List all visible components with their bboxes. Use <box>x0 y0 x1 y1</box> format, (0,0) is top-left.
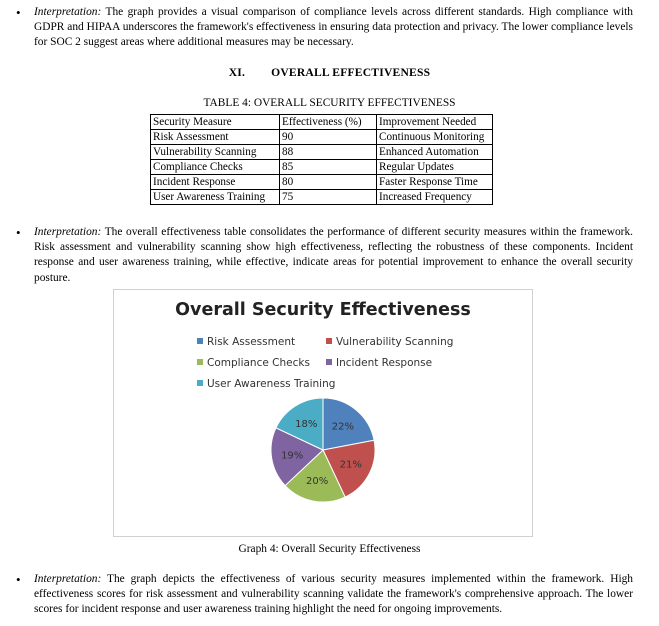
table-cell: Enhanced Automation <box>377 145 493 160</box>
table-cell: Risk Assessment <box>151 130 280 145</box>
interpretation-label: Interpretation: <box>34 6 102 18</box>
legend-label: Compliance Checks <box>207 357 310 369</box>
paragraph-text: The graph provides a visual comparison of compliance levels across different standards. High compliance with GDPR and HIPAA underscores the framework's effectiveness in ensuring data protection and privacy. The lower compliance levels for SOC 2 suggest areas where additional measures may be necessary. <box>34 6 633 49</box>
table-row <box>151 190 493 205</box>
table-row <box>151 160 493 175</box>
pie-data-label: 19% <box>281 450 304 462</box>
legend-label: Vulnerability Scanning <box>336 336 454 348</box>
table-caption: TABLE 4: OVERALL SECURITY EFFECTIVENESS <box>203 97 456 109</box>
section-title: OVERALL EFFECTIVENESS <box>271 66 431 79</box>
table-cell: 90 <box>280 130 377 145</box>
pie-data-label: 22% <box>331 421 355 433</box>
table-cell: 85 <box>280 160 377 175</box>
section-number: XI. <box>228 66 246 79</box>
graph-caption: Graph 4: Overall Security Effectiveness <box>238 543 421 555</box>
paragraph-text: The overall effectiveness table consolidates the performance of different security measures within the framework. Risk assessment and vulnerability scanning show high effectiveness, reflecting the robustness of these components. Incident response and user awareness training, while effective, indicate areas for potential improvement to enhance the overall security posture. <box>34 226 633 284</box>
table-header-cell: Effectiveness (%) <box>280 115 377 130</box>
interpretation-label: Interpretation: <box>34 226 102 238</box>
section-heading <box>0 66 659 79</box>
table-header-cell: Security Measure <box>151 115 280 130</box>
legend-label: Incident Response <box>336 357 433 369</box>
table-cell: 88 <box>280 145 377 160</box>
effectiveness-table <box>150 114 493 205</box>
interpretation-label: Interpretation: <box>34 573 102 585</box>
table-cell: Regular Updates <box>377 160 493 175</box>
legend-label: User Awareness Training <box>207 378 336 390</box>
table-cell: Increased Frequency <box>377 190 493 205</box>
bullet-icon: • <box>16 572 21 587</box>
table-row <box>151 175 493 190</box>
chart-title: Overall Security Effectiveness <box>175 300 471 320</box>
table-cell: Continuous Monitoring <box>377 130 493 145</box>
table-cell: Vulnerability Scanning <box>151 145 280 160</box>
pie-data-label: 18% <box>295 419 318 431</box>
interpretation-paragraph-2 <box>16 225 633 286</box>
table-header-row <box>151 115 493 130</box>
table-cell: User Awareness Training <box>151 190 280 205</box>
table-row <box>151 145 493 160</box>
table-cell: Incident Response <box>151 175 280 190</box>
table-cell: 80 <box>280 175 377 190</box>
legend-label: Risk Assessment <box>207 336 296 348</box>
pie-data-label: 20% <box>306 476 329 488</box>
table-cell: 75 <box>280 190 377 205</box>
pie-data-label: 21% <box>339 459 362 471</box>
table-header-cell: Improvement Needed <box>377 115 493 130</box>
pie-chart-container <box>113 289 533 537</box>
interpretation-paragraph-3 <box>16 572 633 618</box>
table-row <box>151 130 493 145</box>
paragraph-text: The graph depicts the effectiveness of various security measures implemented within the framework. High effectiveness scores for risk assessment and vulnerability scanning validate the framework's comprehensive approach. The lower scores for incident response and user awareness training highlight the need for ongoing improvements. <box>34 573 633 616</box>
bullet-icon: • <box>16 225 21 240</box>
table-cell: Compliance Checks <box>151 160 280 175</box>
pie-chart <box>114 290 532 536</box>
interpretation-paragraph-1 <box>16 5 633 51</box>
bullet-icon: • <box>16 5 21 20</box>
table-cell: Faster Response Time <box>377 175 493 190</box>
